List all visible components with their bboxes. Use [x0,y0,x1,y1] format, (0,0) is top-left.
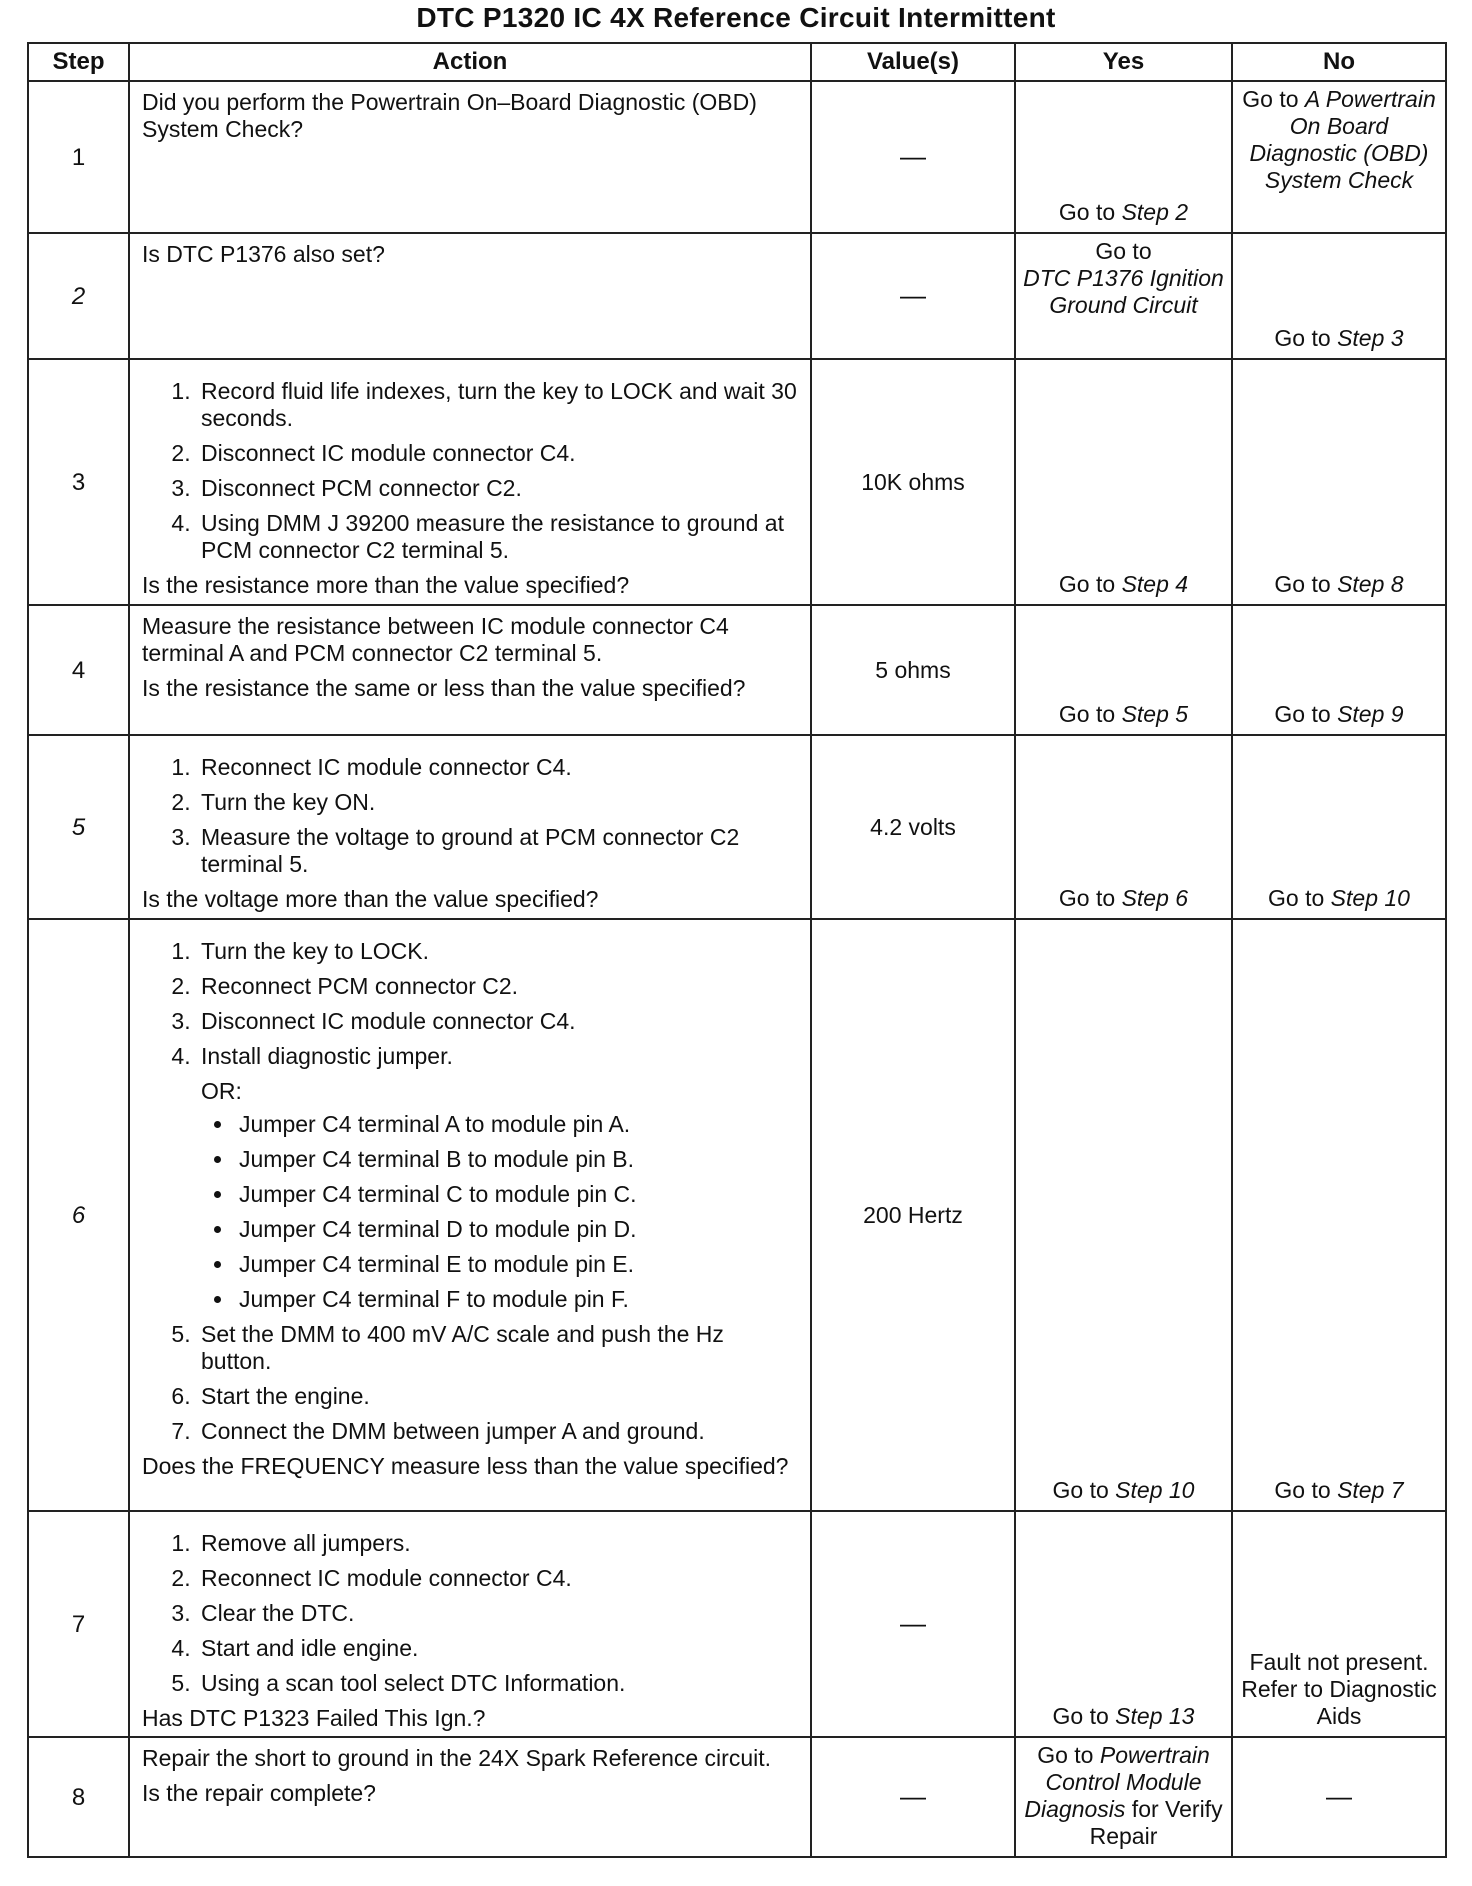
action-question: Is the voltage more than the value specified? [142,886,599,912]
jumper-item: • Jumper C4 terminal D to module pin D. [235,1216,800,1243]
table-row [28,81,1446,233]
no-prefix: Go to [1274,325,1338,351]
action-question: Is the repair complete? [142,1780,376,1806]
procedure-item: 1. Record fluid life indexes, turn the key to LOCK and wait 30 seconds. [197,378,800,432]
value-cell [811,919,1015,1511]
no-prefix: Go to [1268,885,1331,911]
value-cell [811,1511,1015,1737]
yes-link: Step 4 [1121,571,1189,597]
procedure-item: 2. Turn the key ON. [197,789,800,816]
jumper-item: • Jumper C4 terminal A to module pin A. [235,1111,800,1138]
procedure-item: 1. Turn the key to LOCK. [197,938,800,965]
action-cell [129,605,811,735]
yes-cell [1015,1511,1232,1737]
action-question: Is the resistance more than the value specified? [142,572,630,598]
action-cell [129,359,811,605]
action-question: Has DTC P1323 Failed This Ign.? [142,1705,486,1731]
no-link: Step 7 [1337,1477,1404,1503]
jumper-item: • Jumper C4 terminal B to module pin B. [235,1146,800,1173]
action-text: Repair the short to ground in the 24X Spark Reference circuit. [142,1745,772,1771]
yes-cell [1015,359,1232,605]
yes-link: Powertrain Control Module Diagnosis [1024,1742,1210,1822]
action-cell [129,735,811,919]
procedure-list [142,938,800,1445]
procedure-item: 5. Set the DMM to 400 mV A/C scale and push the Hz button. [197,1321,800,1375]
value-text: 200 Hertz [863,1201,963,1228]
yes-link: Step 5 [1121,701,1189,727]
action-cell [129,233,811,359]
procedure-item: 3. Disconnect IC module connector C4. [197,1008,800,1035]
step-number: 8 [28,1737,129,1857]
step-number: 3 [28,359,129,605]
yes-cell [1015,735,1232,919]
yes-prefix: Go to [1095,238,1152,264]
value-cell [811,233,1015,359]
action-text: Did you perform the Powertrain On–Board Diagnostic (OBD) System Check? [142,89,757,142]
yes-prefix: Go to [1058,199,1122,225]
procedure-list [142,1530,800,1697]
procedure-item: 6. Start the engine. [197,1383,800,1410]
yes-prefix: Go to [1052,1477,1116,1503]
value-cell [811,605,1015,735]
yes-link: Step 2 [1121,199,1189,225]
procedure-item: 2. Disconnect IC module connector C4. [197,440,800,467]
header-no: No [1232,43,1446,81]
action-cell [129,81,811,233]
value-text: — [900,141,926,171]
procedure-item: 3. Disconnect PCM connector C2. [197,475,800,502]
jumper-list [201,1111,800,1313]
yes-suffix: for Verify Repair [1089,1796,1223,1849]
step-number: 6 [28,919,129,1511]
or-label: OR: [201,1078,242,1104]
table-row [28,1511,1446,1737]
yes-link: Step 10 [1115,1477,1195,1503]
diagnostic-table [27,42,1447,1858]
no-cell [1232,81,1446,233]
action-cell [129,1737,811,1857]
no-prefix: Go to [1274,571,1338,597]
yes-link: Step 13 [1115,1703,1195,1729]
procedure-item-jumper [197,1043,800,1313]
no-cell [1232,735,1446,919]
table-row [28,735,1446,919]
step-number: 4 [28,605,129,735]
yes-prefix: Go to [1052,1703,1116,1729]
header-step: Step [28,43,129,81]
procedure-item: 4. Start and idle engine. [197,1635,800,1662]
yes-cell [1015,233,1232,359]
procedure-item: 3. Clear the DTC. [197,1600,800,1627]
procedure-item-text: Install diagnostic jumper. [201,1043,453,1069]
header-values: Value(s) [811,43,1015,81]
yes-cell [1015,605,1232,735]
action-cell [129,1511,811,1737]
procedure-item: 2. Reconnect IC module connector C4. [197,1565,800,1592]
no-cell [1232,1511,1446,1737]
value-text: — [900,280,926,310]
no-cell [1232,233,1446,359]
no-text: — [1326,1781,1352,1811]
jumper-item: • Jumper C4 terminal E to module pin E. [235,1251,800,1278]
page-title: DTC P1320 IC 4X Reference Circuit Intermittent [416,2,1056,33]
procedure-item: 7. Connect the DMM between jumper A and ground. [197,1418,800,1445]
value-cell [811,359,1015,605]
no-cell [1232,919,1446,1511]
jumper-item: • Jumper C4 terminal C to module pin C. [235,1181,800,1208]
no-cell [1232,605,1446,735]
yes-prefix: Go to [1058,571,1122,597]
step-number: 7 [28,1511,129,1737]
yes-link: Step 6 [1121,885,1189,911]
no-cell [1232,1737,1446,1857]
table-row [28,233,1446,359]
step-number: 2 [28,233,129,359]
table-row [28,359,1446,605]
no-link: Step 3 [1337,325,1404,351]
action-question: Does the FREQUENCY measure less than the value specified? [142,1453,789,1479]
jumper-item: • Jumper C4 terminal F to module pin F. [235,1286,800,1313]
procedure-item: 2. Reconnect PCM connector C2. [197,973,800,1000]
step-number: 5 [28,735,129,919]
procedure-item: 3. Measure the voltage to ground at PCM connector C2 terminal 5. [197,824,800,878]
table-row [28,919,1446,1511]
no-prefix: Go to [1274,701,1338,727]
procedure-list [142,378,800,564]
procedure-item: 1. Remove all jumpers. [197,1530,800,1557]
no-link: A Powertrain On Board Diagnostic (OBD) System Check [1249,86,1436,193]
yes-prefix: Go to [1058,701,1122,727]
no-prefix: Go to [1242,86,1305,112]
no-prefix: Go to [1274,1477,1338,1503]
table-header-row [28,43,1446,81]
value-cell [811,81,1015,233]
value-cell [811,1737,1015,1857]
yes-prefix: Go to [1058,885,1122,911]
procedure-item: 1. Reconnect IC module connector C4. [197,754,800,781]
action-question: Is the resistance the same or less than the value specified? [142,675,746,701]
yes-prefix: Go to [1037,1742,1100,1768]
no-link: Step 9 [1337,701,1404,727]
yes-cell [1015,919,1232,1511]
no-cell [1232,359,1446,605]
header-action: Action [129,43,811,81]
table-row [28,1737,1446,1857]
value-cell [811,735,1015,919]
yes-link: DTC P1376 Ignition Ground Circuit [1023,265,1224,318]
action-cell [129,919,811,1511]
no-link: Step 10 [1330,885,1410,911]
procedure-item: 5. Using a scan tool select DTC Information. [197,1670,800,1697]
value-text: 4.2 volts [870,813,956,840]
yes-cell [1015,81,1232,233]
value-text: — [900,1781,926,1811]
no-text: Fault not present. Refer to Diagnostic Aids [1241,1649,1437,1729]
value-text: — [900,1608,926,1638]
step-number: 1 [28,81,129,233]
procedure-list [142,754,800,878]
header-yes: Yes [1015,43,1232,81]
value-text: 10K ohms [861,468,965,495]
table-row [28,605,1446,735]
no-link: Step 8 [1337,571,1404,597]
action-text: Measure the resistance between IC module connector C4 terminal A and PCM connector C2 terminal 5. [142,613,729,666]
value-text: 5 ohms [875,656,951,683]
yes-cell [1015,1737,1232,1857]
action-text: Is DTC P1376 also set? [142,241,385,267]
procedure-item: 4. Using DMM J 39200 measure the resistance to ground at PCM connector C2 terminal 5. [197,510,800,564]
